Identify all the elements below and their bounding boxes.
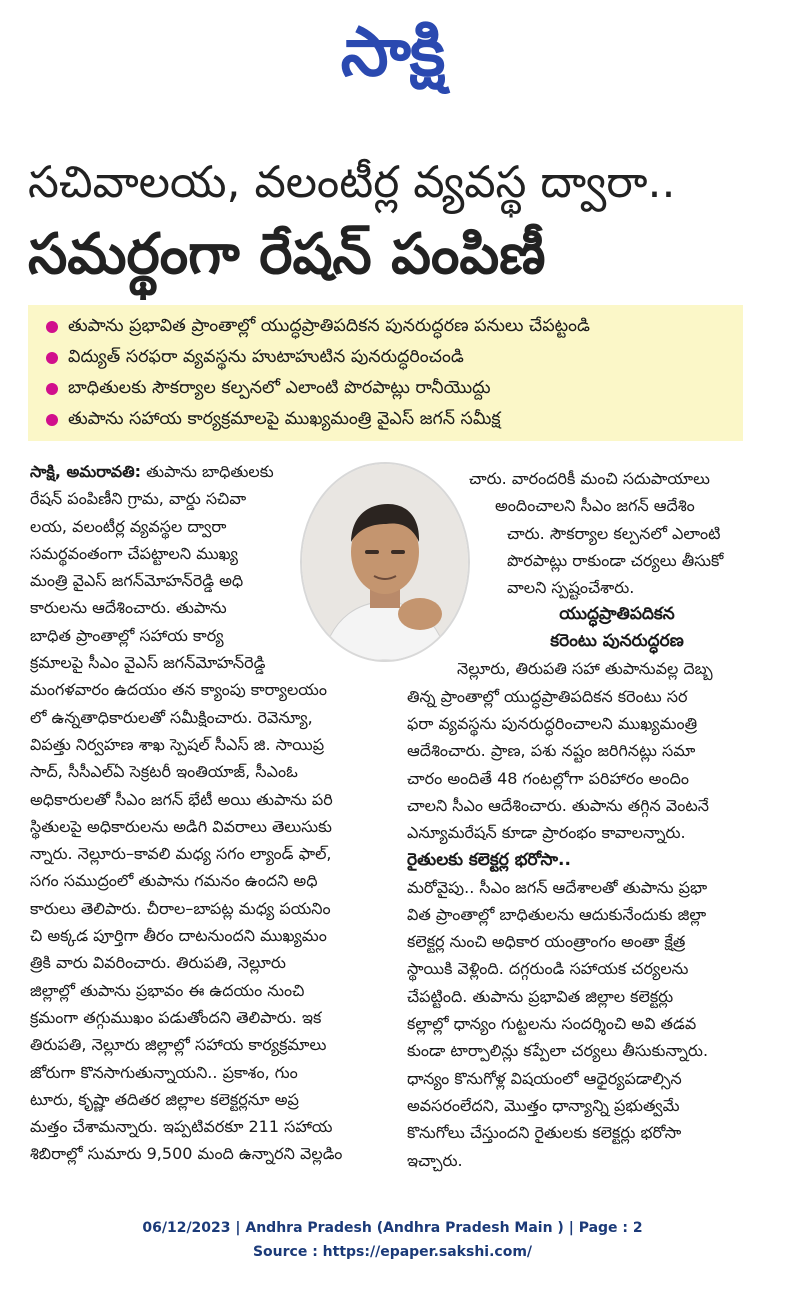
dateline: సాక్షి, అమరావతి: (30, 462, 142, 481)
text-line: వాలని స్పష్టంచేశారు. (507, 578, 635, 598)
text-span: తుపాను బాధితులకు (146, 462, 274, 481)
text-line: క్రమాలపై సీఎం వైఎస్ జగన్‌మోహన్‌రెడ్డి (30, 653, 266, 673)
text-line: కొనుగోలు చేస్తుందని రైతులకు కలెక్టర్లు భరోసా (407, 1123, 682, 1143)
highlight-item (46, 311, 743, 342)
text-line: కల్లాల్లో ధాన్యం గుట్టలను సందర్శించి అవి తడవ (407, 1014, 697, 1034)
text-line: చేపట్టింది. తుపాను ప్రభావిత జిల్లాల కలెక్టర్లు (407, 986, 674, 1006)
text-line: కారులు తెలిపారు. చీరాల–బాపట్ల మధ్య పయనిం (30, 898, 331, 918)
highlight-text: తుపాను ప్రభావిత ప్రాంతాల్లో యుద్ధప్రాతిపదికన పునరుద్ధరణ పనులు చేపట్టండి (68, 316, 591, 336)
text-line: బాధిత ప్రాంతాల్లో సహాయ కార్య (30, 625, 224, 645)
text-line: మరోవైపు.. సీఎం జగన్ ఆదేశాలతో తుపాను ప్రభా (407, 877, 708, 897)
text-line: విపత్తు నిర్వహణ శాఖ స్పెషల్ సీఎస్ జి. సాయిప్ర (30, 734, 325, 754)
text-line: చారం అందితే 48 గంటల్లోగా పరిహారం అందిం (407, 768, 689, 788)
text-line: విత ప్రాంతాల్లో బాధితులను ఆదుకునేందుకు జిల్లా (407, 904, 707, 924)
text-line: అందించాలని సీఎం జగన్ ఆదేశిం (495, 496, 695, 516)
highlight-text: బాధితులకు సౌకర్యాల కల్పనలో ఎలాంటి పొరపాట్లు రానీయొద్దు (68, 378, 491, 398)
bullet-icon (46, 321, 58, 333)
text-line: మత్తం చేశామన్నారు. ఇప్పటివరకూ 211 సహాయ (30, 1117, 333, 1137)
article-right-column (407, 465, 757, 1174)
text-line: ఇచ్చారు. (407, 1150, 463, 1170)
text-line: సగం సముద్రంలో తుపాను గమనం ఉందని అధి (30, 871, 318, 891)
text-line: చారు. సౌకర్యాల కల్పనలో ఎలాంటి (507, 523, 721, 543)
text-line: లో ఉన్నతాధికారులతో సమీక్షించారు. రెవెన్యూ, (30, 707, 313, 727)
text-line: చి అక్కడ పూర్తిగా తీరం దాటనుందని ముఖ్యమం (30, 926, 327, 946)
text-line (30, 458, 292, 485)
text-line: కలెక్టర్ల నుంచి అధికార యంత్రాంగం అంతా క్షేత్ర (407, 932, 686, 952)
text-line: క్రమంగా తగ్గుముఖం పడుతోందని తెలిపారు. ఇక (30, 1007, 322, 1027)
footer-source: Source : https://epaper.sakshi.com/ (252, 1244, 533, 1260)
bullet-icon (46, 414, 58, 426)
text-line: సాద్, సీసీఎల్‌ఏ సెక్రటరీ ఇంతియాజ్, సీఎంఓ (30, 762, 298, 782)
text-line: చాలని సీఎం ఆదేశించారు. తుపాను తగ్గిన వెంటనే (407, 795, 709, 815)
text-line: స్థితులపై అధికారులను అడిగి వివరాలు తెలుసుకు (30, 816, 332, 836)
text-line: ధాన్యం కొనుగోళ్ల విషయంలో ఆధైర్యపడాల్సిన (407, 1068, 682, 1088)
text-line: తిరుపతి, నెల్లూరు జిల్లాల్లో సహాయ కార్యక్రమాలు (30, 1035, 327, 1055)
sakshi-logo: సాక్షి (340, 13, 445, 92)
highlight-text: తుపాను సహాయ కార్యక్రమాలపై ముఖ్యమంత్రి వైఎస్ జగన్ సమీక్ష (68, 409, 501, 429)
text-line: కుండా టార్పాలిన్లు కప్పేలా చర్యలు తీసుకున్నారు. (407, 1041, 709, 1061)
text-line: పొరపాట్లు రాకుండా చర్యలు తీసుకో (507, 550, 724, 570)
article-left-column (30, 458, 390, 1168)
subhead-line: యుద్ధప్రాతిపదికన (559, 604, 675, 625)
text-line: తిన్న ప్రాంతాల్లో యుద్ధప్రాతిపదికన కరెంటు సర (407, 686, 688, 706)
text-line: అధికారులతో సీఎం జగన్ భేటీ అయి తుపాను పరి (30, 789, 333, 809)
text-line: జిల్లాల్లో తుపాను ప్రభావం ఈ ఉదయం నుంచి (30, 980, 305, 1000)
subhead-power-restoration (407, 601, 757, 655)
text-line: ఫరా వ్యవస్థను పునరుద్ధరించాలని ముఖ్యమంత్రి (407, 714, 698, 734)
headline-main: సమర్థంగా రేషన్ పంపిణీ (28, 222, 546, 287)
text-line: సమర్థవంతంగా చేపట్టాలని ముఖ్య (30, 543, 238, 563)
bullet-icon (46, 383, 58, 395)
highlight-item (46, 373, 743, 404)
highlight-text: విద్యుత్ సరఫరా వ్యవస్థను హుటాహుటిన పునరుద్ధరించండి (68, 347, 464, 367)
footer-date-edition: 06/12/2023 | Andhra Pradesh (Andhra Pradesh Main ) | Page : 2 (142, 1220, 643, 1236)
highlight-item (46, 342, 743, 373)
text-line: టూరు, కృష్ణా తదితర జిల్లాల కలెక్టర్లనూ అప్ర (30, 1089, 299, 1109)
text-line: శిబిరాల్లో సుమారు 9,500 మంది ఉన్నారని వెల్లడిం (30, 1144, 343, 1164)
subhead-farmers-assurance: రైతులకు కలెక్టర్ల భరోసా.. (407, 849, 571, 870)
text-line: ఆదేశించారు. ప్రాణ, పశు నష్టం జరిగినట్లు సమా (407, 741, 696, 761)
subhead-line: కరెంటు పునరుద్ధరణ (550, 631, 684, 652)
text-line: లయ, వలంటీర్ల వ్యవస్థల ద్వారా (30, 516, 227, 536)
text-line: మంగళవారం ఉదయం తన క్యాంపు కార్యాలయం (30, 680, 327, 700)
text-line: త్రికి వారు వివరించారు. తిరుపతి, నెల్లూరు (30, 953, 286, 973)
text-line: జోరుగా కొనసాగుతున్నాయని.. ప్రకాశం, గుం (30, 1062, 298, 1082)
text-line: మంత్రి వైఎస్ జగన్‌మోహన్‌రెడ్డి అధి (30, 571, 244, 591)
highlight-item (46, 404, 743, 435)
text-line: నెల్లూరు, తిరుపతి సహా తుపానువల్ల దెబ్బ (457, 659, 713, 679)
bullet-icon (46, 352, 58, 364)
text-line: ఎన్యూమరేషన్ కూడా ప్రారంభం కావాలన్నారు. (407, 823, 686, 843)
text-line: చారు. వారందరికీ మంచి సదుపాయాలు (469, 469, 710, 488)
text-line: న్నారు. నెల్లూరు–కావలి మధ్య సగం ల్యాండ్ ఫాల్, (30, 844, 332, 864)
text-line: స్థాయికి వెళ్లింది. దగ్గరుండి సహాయక చర్యలను (407, 959, 689, 979)
text-line: అవసరంలేదని, మొత్తం ధాన్యాన్ని ప్రభుత్వమే (407, 1095, 680, 1115)
headline-kicker: సచివాలయ, వలంటీర్ల వ్యవస్థ ద్వారా.. (28, 157, 676, 208)
text-line: కారులను ఆదేశించారు. తుపాను (30, 598, 227, 618)
highlights-box (28, 305, 743, 441)
text-line: రేషన్ పంపిణీని గ్రామ, వార్డు సచివా (30, 489, 247, 509)
